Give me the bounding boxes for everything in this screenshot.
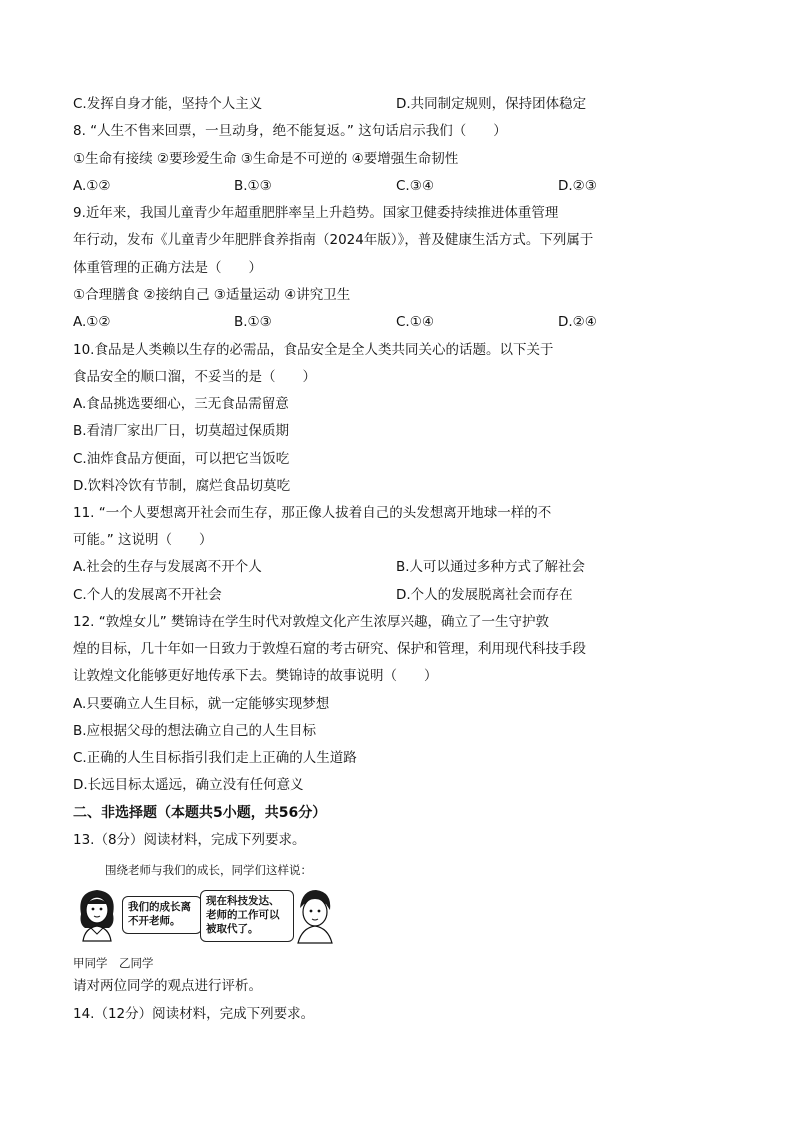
girl-illustration [73, 884, 121, 942]
q8-option-c: C.③④ [396, 178, 434, 194]
q13-stem: 13.（8分）阅读材料，完成下列要求。 [73, 832, 306, 848]
q12-option-a: A.只要确立人生目标，就一定能够实现梦想 [73, 696, 330, 712]
speech-bubble-right: 现在科技发达、老师的工作可以被取代了。 [200, 890, 294, 942]
q9-stem-3: 体重管理的正确方法是（ ） [73, 260, 262, 276]
q12-option-d: D.长远目标太遥远，确立没有任何意义 [73, 777, 304, 793]
boy-illustration [292, 886, 338, 944]
q12-option-c: C.正确的人生目标指引我们走上正确的人生道路 [73, 750, 357, 766]
q11-option-a: A.社会的生存与发展离不开个人 [73, 559, 262, 575]
q9-option-d: D.②④ [558, 314, 597, 330]
q12-stem-1: 12. “敦煌女儿” 樊锦诗在学生时代对敦煌文化产生浓厚兴趣，确立了一生守护敦 [73, 614, 550, 630]
q9-statements: ①合理膳食 ②接纳自己 ③适量运动 ④讲究卫生 [73, 287, 351, 303]
q11-option-b: B.人可以通过多种方式了解社会 [396, 559, 586, 575]
q9-option-c: C.①④ [396, 314, 434, 330]
q10-option-c: C.油炸食品方便面，可以把它当饭吃 [73, 451, 290, 467]
q8-option-d: D.②③ [558, 178, 597, 194]
q9-option-a: A.①② [73, 314, 111, 330]
q12-stem-2: 煌的目标，几十年如一日致力于敦煌石窟的考古研究、保护和管理，利用现代科技手段 [73, 641, 586, 657]
q9-stem-2: 年行动，发布《儿童青少年肥胖食养指南（2024年版）》，普及健康生活方式。下列属于 [73, 232, 594, 248]
q12-option-b: B.应根据父母的想法确立自己的人生目标 [73, 723, 317, 739]
q7-option-d: D.共同制定规则，保持团体稳定 [396, 96, 587, 112]
q10-option-b: B.看清厂家出厂日，切莫超过保质期 [73, 423, 290, 439]
student-labels: 甲同学 乙同学 [73, 956, 154, 970]
q10-stem-1: 10.食品是人类赖以生存的必需品，食品安全是全人类共同关心的话题。以下关于 [73, 342, 554, 358]
q14-stem: 14.（12分）阅读材料，完成下列要求。 [73, 1006, 315, 1022]
q8-stem: 8. “人生不售来回票，一旦动身，绝不能复返。” 这句话启示我们（ ） [73, 123, 507, 139]
section-2-heading: 二、非选择题（本题共5小题，共56分） [73, 805, 327, 821]
q8-statements: ①生命有接续 ②要珍爱生命 ③生命是不可逆的 ④要增强生命韧性 [73, 151, 459, 167]
q12-stem-3: 让敦煌文化能够更好地传承下去。樊锦诗的故事说明（ ） [73, 668, 438, 684]
q9-stem-1: 9.近年来，我国儿童青少年超重肥胖率呈上升趋势。国家卫健委持续推进体重管理 [73, 205, 559, 221]
q11-stem-1: 11. “一个人要想离开社会而生存，那正像人拔着自己的头发想离开地球一样的不 [73, 505, 552, 521]
q10-option-d: D.饮料冷饮有节制，腐烂食品切莫吃 [73, 478, 291, 494]
q10-stem-2: 食品安全的顺口溜，不妥当的是（ ） [73, 369, 316, 385]
figure-caption: 围绕老师与我们的成长，同学们这样说： [105, 863, 312, 877]
q9-option-b: B.①③ [234, 314, 272, 330]
q11-option-d: D.个人的发展脱离社会而存在 [396, 587, 573, 603]
q11-option-c: C.个人的发展离不开社会 [73, 587, 222, 603]
q10-option-a: A.食品挑选要细心，三无食品需留意 [73, 396, 289, 412]
speech-bubble-left: 我们的成长离不开老师。 [122, 896, 202, 934]
q13-task: 请对两位同学的观点进行评析。 [73, 978, 262, 994]
q7-option-c: C.发挥自身才能，坚持个人主义 [73, 96, 263, 112]
q8-option-a: A.①② [73, 178, 111, 194]
q11-stem-2: 可能。” 这说明（ ） [73, 532, 213, 548]
q8-option-b: B.①③ [234, 178, 272, 194]
